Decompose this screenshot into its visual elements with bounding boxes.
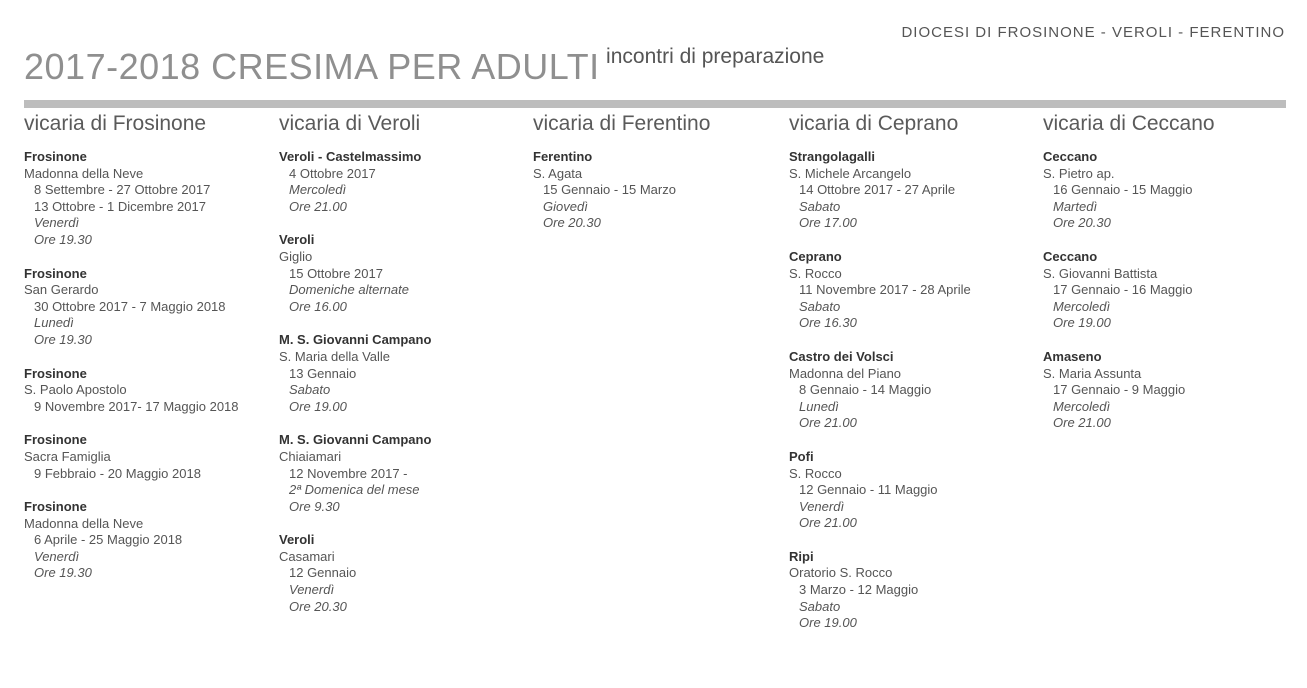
entry-time: Ore 20.30 bbox=[543, 215, 601, 231]
schedule-entry bbox=[789, 249, 1039, 332]
entry-church: S. Pietro ap. bbox=[1043, 165, 1115, 181]
column-frosinone bbox=[24, 112, 274, 599]
entry-dates: 14 Ottobre 2017 - 27 Aprile bbox=[799, 182, 956, 198]
entry-church: Casamari bbox=[279, 548, 335, 564]
schedule-entry bbox=[279, 332, 529, 415]
entry-dates: 3 Marzo - 12 Maggio bbox=[799, 582, 919, 598]
entry-church: Madonna del Piano bbox=[789, 365, 902, 381]
entry-dates: 12 Gennaio bbox=[289, 565, 357, 581]
entry-time: Ore 21.00 bbox=[289, 198, 347, 214]
entry-dates: 17 Gennaio - 16 Maggio bbox=[1053, 282, 1193, 298]
entry-time: Ore 19.30 bbox=[34, 331, 92, 347]
schedule-entry bbox=[789, 549, 1039, 632]
entry-church: S. Rocco bbox=[789, 465, 842, 481]
entry-day: Lunedì bbox=[799, 398, 839, 414]
schedule-entry bbox=[1043, 149, 1293, 232]
entry-time: Ore 19.00 bbox=[1053, 315, 1111, 331]
column-ceccano bbox=[1043, 112, 1293, 449]
entry-dates: 13 Gennaio bbox=[289, 365, 357, 381]
vicaria-heading: vicaria di Ceprano bbox=[789, 112, 959, 135]
entry-dates: 6 Aprile - 25 Maggio 2018 bbox=[34, 532, 183, 548]
title-row bbox=[24, 46, 824, 88]
entry-place: M. S. Giovanni Campano bbox=[279, 332, 432, 348]
entry-place: Ferentino bbox=[533, 149, 593, 164]
entry-place: Veroli bbox=[279, 232, 315, 248]
entry-church: S. Maria Assunta bbox=[1043, 365, 1142, 381]
entry-church: Giglio bbox=[279, 248, 313, 264]
page-title: 2017-2018 CRESIMA PER ADULTI bbox=[24, 46, 600, 87]
entry-day: Sabato bbox=[289, 382, 331, 398]
entry-place: Frosinone bbox=[24, 149, 87, 164]
entry-place: Ripi bbox=[789, 548, 814, 564]
entry-time: Ore 20.30 bbox=[1053, 215, 1111, 231]
entry-time: Ore 9.30 bbox=[289, 498, 340, 514]
diocese-header: DIOCESI DI FROSINONE - VEROLI - FERENTINO bbox=[901, 24, 1285, 41]
entry-dates: 15 Ottobre 2017 bbox=[289, 265, 383, 281]
entry-place: Pofi bbox=[789, 448, 814, 464]
schedule-entry bbox=[279, 149, 529, 215]
entry-church: S. Michele Arcangelo bbox=[789, 165, 912, 181]
entry-church: Madonna della Neve bbox=[24, 165, 144, 181]
entry-time: Ore 19.00 bbox=[799, 615, 857, 631]
entry-place: Ceccano bbox=[1043, 149, 1098, 164]
entry-place: M. S. Giovanni Campano bbox=[279, 432, 432, 448]
entry-place: Veroli - Castelmassimo bbox=[279, 149, 422, 164]
entry-time: Ore 19.30 bbox=[34, 565, 92, 581]
entry-time: Ore 16.30 bbox=[799, 315, 857, 331]
entry-church: Sacra Famiglia bbox=[24, 448, 111, 464]
entry-time: Ore 21.00 bbox=[799, 415, 857, 431]
vicaria-heading: vicaria di Veroli bbox=[279, 112, 421, 135]
entry-day: Giovedì bbox=[543, 198, 588, 214]
entry-day: Domeniche alternate bbox=[289, 282, 409, 298]
entry-place: Ceprano bbox=[789, 248, 842, 264]
entry-dates: 30 Ottobre 2017 - 7 Maggio 2018 bbox=[34, 298, 226, 314]
schedule-entry bbox=[24, 266, 274, 349]
entry-time: Ore 17.00 bbox=[799, 215, 857, 231]
entry-place: Frosinone bbox=[24, 499, 87, 515]
schedule-entry bbox=[279, 532, 529, 615]
entry-dates: 9 Novembre 2017- 17 Maggio 2018 bbox=[34, 398, 239, 414]
entry-dates: 8 Settembre - 27 Ottobre 2017 bbox=[34, 182, 211, 198]
entry-day: Sabato bbox=[799, 598, 841, 614]
entry-place: Amaseno bbox=[1043, 348, 1102, 364]
page-subtitle: incontri di preparazione bbox=[606, 45, 825, 68]
entry-place: Frosinone bbox=[24, 365, 87, 381]
entry-day: Sabato bbox=[799, 198, 841, 214]
entry-dates: 12 Gennaio - 11 Maggio bbox=[799, 482, 938, 498]
entry-day: Venerdì bbox=[289, 582, 335, 598]
schedule-entry bbox=[24, 149, 274, 249]
entry-church: S. Paolo Apostolo bbox=[24, 382, 127, 398]
entry-church: S. Rocco bbox=[789, 265, 842, 281]
vicaria-heading: vicaria di Ceccano bbox=[1043, 112, 1215, 135]
entry-day: Mercoledì bbox=[1053, 398, 1111, 414]
entry-time: Ore 19.30 bbox=[34, 231, 92, 247]
entry-day: Sabato bbox=[799, 298, 841, 314]
entry-place: Strangolagalli bbox=[789, 149, 875, 164]
entry-time: Ore 21.00 bbox=[799, 515, 857, 531]
schedule-entry bbox=[1043, 249, 1293, 332]
entry-time: Ore 16.00 bbox=[289, 298, 347, 314]
entry-church: S. Maria della Valle bbox=[279, 348, 391, 364]
entry-day: Martedì bbox=[1053, 198, 1098, 214]
column-ferentino bbox=[533, 112, 783, 249]
divider-bar bbox=[24, 100, 1286, 108]
entry-dates: 9 Febbraio - 20 Maggio 2018 bbox=[34, 465, 201, 481]
schedule-entry bbox=[279, 432, 529, 515]
entry-day: Mercoledì bbox=[289, 182, 347, 198]
entry-church: Madonna della Neve bbox=[24, 515, 144, 531]
schedule-entry bbox=[279, 232, 529, 315]
schedule-entry bbox=[24, 366, 274, 416]
entry-day: Lunedì bbox=[34, 315, 74, 331]
schedule-entry bbox=[24, 499, 274, 582]
schedule-entry bbox=[789, 349, 1039, 432]
entry-dates: 11 Novembre 2017 - 28 Aprile bbox=[799, 282, 971, 298]
entry-church: Chiaiamari bbox=[279, 448, 342, 464]
entry-day: 2ª Domenica del mese bbox=[289, 482, 420, 498]
entry-dates: 12 Novembre 2017 - bbox=[289, 465, 408, 481]
schedule-entry bbox=[533, 149, 783, 232]
entry-day: Mercoledì bbox=[1053, 298, 1111, 314]
schedule-entry bbox=[1043, 349, 1293, 432]
entry-place: Frosinone bbox=[24, 432, 87, 448]
entry-place: Frosinone bbox=[24, 265, 87, 281]
vicaria-heading: vicaria di Ferentino bbox=[533, 112, 711, 135]
vicaria-heading: vicaria di Frosinone bbox=[24, 112, 207, 135]
entry-church: S. Agata bbox=[533, 165, 583, 181]
entry-church: Oratorio S. Rocco bbox=[789, 565, 893, 581]
schedule-entry bbox=[24, 432, 274, 482]
entry-day: Venerdì bbox=[34, 215, 80, 231]
entry-time: Ore 21.00 bbox=[1053, 415, 1111, 431]
schedule-entry bbox=[789, 149, 1039, 232]
entry-dates: 16 Gennaio - 15 Maggio bbox=[1053, 182, 1193, 198]
entry-day: Venerdì bbox=[34, 548, 80, 564]
entry-place: Veroli bbox=[279, 532, 315, 548]
entry-place: Castro dei Volsci bbox=[789, 348, 894, 364]
entry-time: Ore 20.30 bbox=[289, 598, 347, 614]
entry-dates: 17 Gennaio - 9 Maggio bbox=[1053, 382, 1186, 398]
column-veroli bbox=[279, 112, 529, 632]
entry-church: San Gerardo bbox=[24, 282, 99, 298]
schedule-entry bbox=[789, 449, 1039, 532]
entry-time: Ore 19.00 bbox=[289, 398, 347, 414]
entry-church: S. Giovanni Battista bbox=[1043, 265, 1158, 281]
entry-dates: 13 Ottobre - 1 Dicembre 2017 bbox=[34, 198, 206, 214]
entry-day: Venerdì bbox=[799, 498, 845, 514]
entry-place: Ceccano bbox=[1043, 248, 1098, 264]
entry-dates: 8 Gennaio - 14 Maggio bbox=[799, 382, 932, 398]
column-ceprano bbox=[789, 112, 1039, 649]
entry-dates: 4 Ottobre 2017 bbox=[289, 165, 376, 181]
entry-dates: 15 Gennaio - 15 Marzo bbox=[543, 182, 676, 198]
